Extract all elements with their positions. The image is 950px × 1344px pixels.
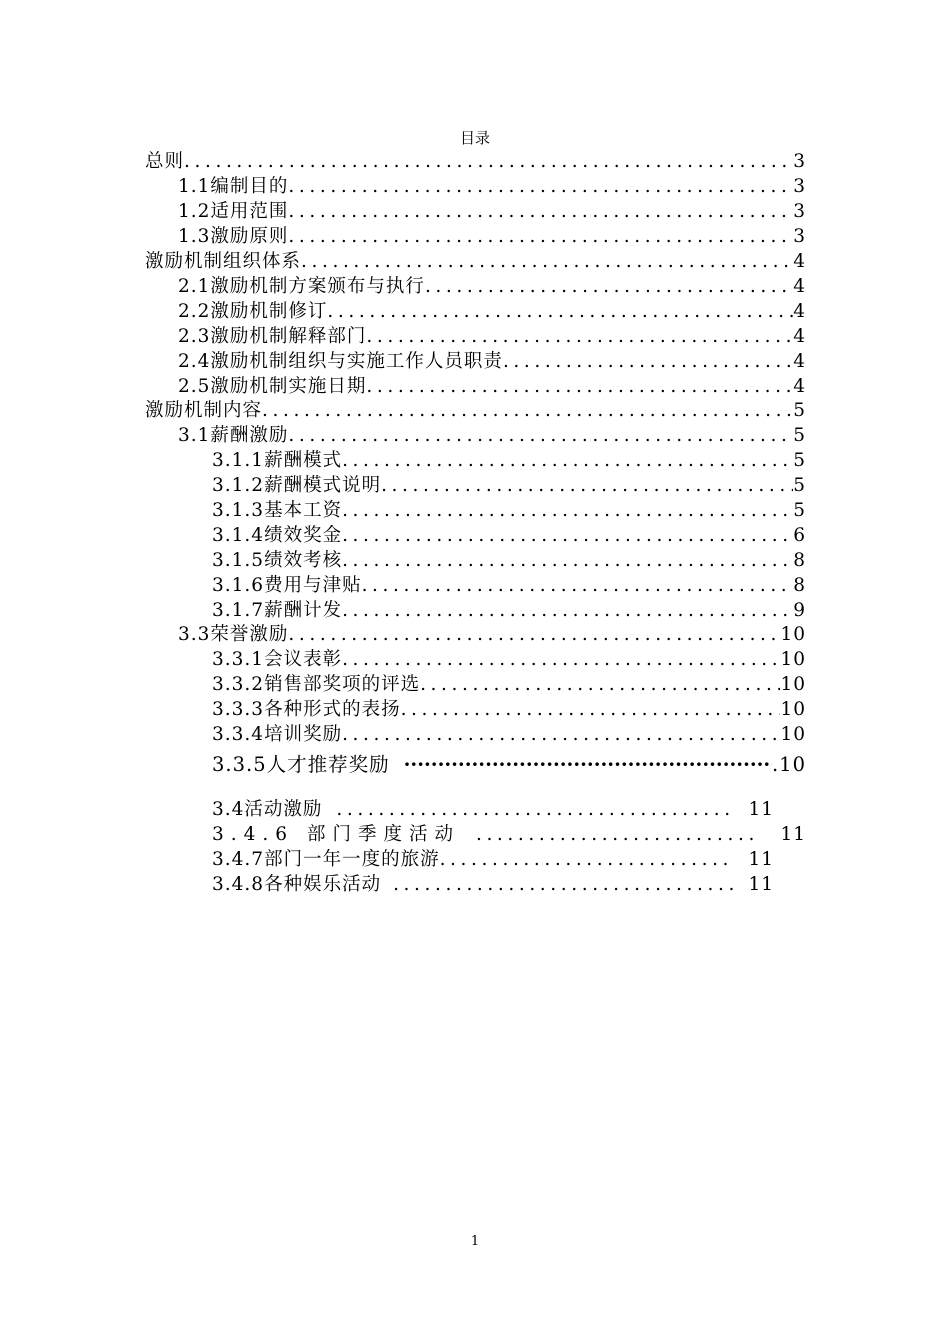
- toc-leader-dots: [366, 375, 793, 399]
- toc-entry-page: 10: [780, 649, 806, 670]
- toc-entry-label: 激励机制组织体系: [145, 251, 302, 272]
- toc-entry-label: 2.1激励机制方案颁布与执行: [178, 276, 425, 297]
- toc-entry-label: 1.2适用范围: [178, 201, 289, 222]
- toc-entry-page: 5: [793, 425, 806, 446]
- toc-leader-dots: [401, 698, 781, 722]
- toc-leader-dots: [362, 574, 794, 598]
- toc-entry[interactable]: [178, 275, 806, 299]
- toc-leader-dots: [288, 225, 793, 249]
- toc-entry-label: 3.4活动激励: [212, 799, 323, 820]
- toc-entry-page: 5: [793, 475, 806, 496]
- toc-entry[interactable]: [178, 623, 806, 647]
- toc-entry-label: 2.5激励机制实施日期: [178, 376, 367, 397]
- toc-entry[interactable]: [178, 225, 806, 249]
- toc-leader-dots: [288, 200, 793, 224]
- toc-entry-label: 3.4.6 部门季度活动: [212, 824, 460, 845]
- toc-entry[interactable]: [178, 424, 806, 448]
- toc-leader-dots: [288, 175, 793, 199]
- toc-leader-dots: [262, 399, 793, 423]
- toc-entry-page: 8: [793, 550, 806, 571]
- toc-entry[interactable]: [178, 325, 806, 349]
- toc-entry-page: 11: [780, 824, 806, 845]
- toc-leader-dots: [366, 325, 793, 349]
- toc-entry[interactable]: [178, 200, 806, 224]
- toc-entry-page: 9: [793, 600, 806, 621]
- toc-entry-label: 3.1薪酬激励: [178, 425, 289, 446]
- toc-entry-page: 3: [793, 226, 806, 247]
- toc-entry-label: 3.1.4绩效奖金: [212, 525, 343, 546]
- toc-entry-label: 3.3.5人才推荐奖励: [212, 753, 390, 776]
- toc-entry-label: 总则: [145, 151, 185, 172]
- toc-entry-page: 6: [793, 525, 806, 546]
- toc-entry[interactable]: [212, 549, 806, 573]
- toc-entry[interactable]: [212, 798, 774, 822]
- toc-leader-dots: [342, 449, 793, 473]
- toc-leader-dots: [381, 474, 793, 498]
- toc-entry[interactable]: [178, 375, 806, 399]
- toc-entry-page: 5: [793, 450, 806, 471]
- toc-entry-page: 10: [780, 699, 806, 720]
- toc-entry[interactable]: [212, 848, 774, 872]
- toc-entry-page: 11: [748, 799, 774, 820]
- toc-entry-label: 3.1.5绩效考核: [212, 550, 343, 571]
- toc-entry-page: .10: [771, 753, 806, 776]
- toc-entry-page: 4: [793, 351, 806, 372]
- toc-entry[interactable]: [212, 574, 806, 598]
- toc-entry[interactable]: [212, 499, 806, 523]
- toc-entry[interactable]: [212, 823, 806, 847]
- toc-entry[interactable]: [212, 873, 774, 897]
- toc-entry-label: 3.1.6费用与津贴: [212, 575, 362, 596]
- toc-entry[interactable]: [178, 350, 806, 374]
- toc-entry-page: 4: [793, 301, 806, 322]
- toc-entry-page: 3: [793, 151, 806, 172]
- toc-entry[interactable]: [212, 723, 806, 747]
- toc-entry[interactable]: [212, 449, 806, 473]
- toc-entry-label: 3.4.8各种娱乐活动: [212, 874, 382, 895]
- toc-entry-page: 5: [793, 500, 806, 521]
- toc-leader-dots: [342, 549, 793, 573]
- toc-entry-page: 11: [748, 849, 774, 870]
- toc-entry-page: 4: [793, 376, 806, 397]
- toc-entry[interactable]: [212, 524, 806, 548]
- toc-title: 目录: [459, 129, 490, 147]
- toc-leader-dots: [288, 424, 793, 448]
- toc-leader-dots: [288, 623, 780, 647]
- toc-entry-label: 1.3激励原则: [178, 226, 289, 247]
- toc-entry[interactable]: [145, 150, 806, 174]
- toc-entry-page: 10: [780, 724, 806, 745]
- toc-entry-page: 3: [793, 201, 806, 222]
- toc-entry-page: 4: [793, 251, 806, 272]
- toc-entry-label: 3.3.1会议表彰: [212, 649, 343, 670]
- toc-leader-dots: [342, 599, 793, 623]
- toc-entry-label: 3.3.3各种形式的表扬: [212, 699, 401, 720]
- toc-leader-dots: [503, 350, 793, 374]
- toc-entry-page: 8: [793, 575, 806, 596]
- toc-entry-label: 3.1.1薪酬模式: [212, 450, 343, 471]
- toc-entry[interactable]: [212, 648, 806, 672]
- toc-entry-label: 3.1.2薪酬模式说明: [212, 475, 382, 496]
- toc-leader-dots: [301, 250, 793, 274]
- toc-entry-label: 2.3激励机制解释部门: [178, 326, 367, 347]
- toc-entry-page: 10: [780, 624, 806, 645]
- toc-entry-label: 1.1编制目的: [178, 176, 289, 197]
- toc-entry-page: 4: [793, 276, 806, 297]
- toc-leader-dots: [342, 648, 780, 672]
- toc-entry[interactable]: [178, 175, 806, 199]
- toc-entry-page: 10: [780, 674, 806, 695]
- toc-entry[interactable]: [145, 399, 806, 423]
- toc-leader-dots: [336, 798, 734, 822]
- toc-entry-label: 3.3.2销售部奖项的评选: [212, 674, 421, 695]
- toc-entry-page: 4: [793, 326, 806, 347]
- toc-entry-label: 3.3荣誉激励: [178, 624, 289, 645]
- toc-leader-dots: [393, 873, 734, 897]
- toc-entry[interactable]: [212, 753, 806, 777]
- toc-leader-dots: [440, 848, 735, 872]
- toc-entry-page: 11: [748, 874, 774, 895]
- toc-entry-label: 3.4.7部门一年一度的旅游: [212, 849, 440, 870]
- toc-leader-dots: [420, 673, 780, 697]
- toc-leader-dots: [342, 499, 793, 523]
- toc-entry-label: 3.1.7薪酬计发: [212, 600, 343, 621]
- toc-entry[interactable]: [212, 673, 806, 697]
- toc-entry-label: 3.1.3基本工资: [212, 500, 343, 521]
- page-number: 1: [470, 1234, 480, 1249]
- toc-leader-dots: [184, 150, 793, 174]
- toc-entry[interactable]: [212, 474, 806, 498]
- toc-leader-dots: [342, 723, 780, 747]
- toc-leader-dots: [425, 275, 793, 299]
- toc-entry-label: 3.3.4培训奖励: [212, 724, 343, 745]
- toc-entry[interactable]: [212, 599, 806, 623]
- toc-entry[interactable]: [145, 250, 806, 274]
- toc-leader-dots: [342, 524, 793, 548]
- toc-entry-label: 2.4激励机制组织与实施工作人员职责: [178, 351, 503, 372]
- toc-entry-page: 3: [793, 176, 806, 197]
- toc-entry[interactable]: [212, 698, 806, 722]
- toc-entry[interactable]: [178, 300, 806, 324]
- toc-entry-label: 2.2激励机制修订: [178, 301, 328, 322]
- toc-entry-page: 5: [793, 400, 806, 421]
- toc-leader-dots: [476, 823, 756, 847]
- toc-entry-label: 激励机制内容: [145, 400, 263, 421]
- toc-leader-dots: [327, 300, 793, 324]
- toc-leader-dots: [404, 753, 772, 777]
